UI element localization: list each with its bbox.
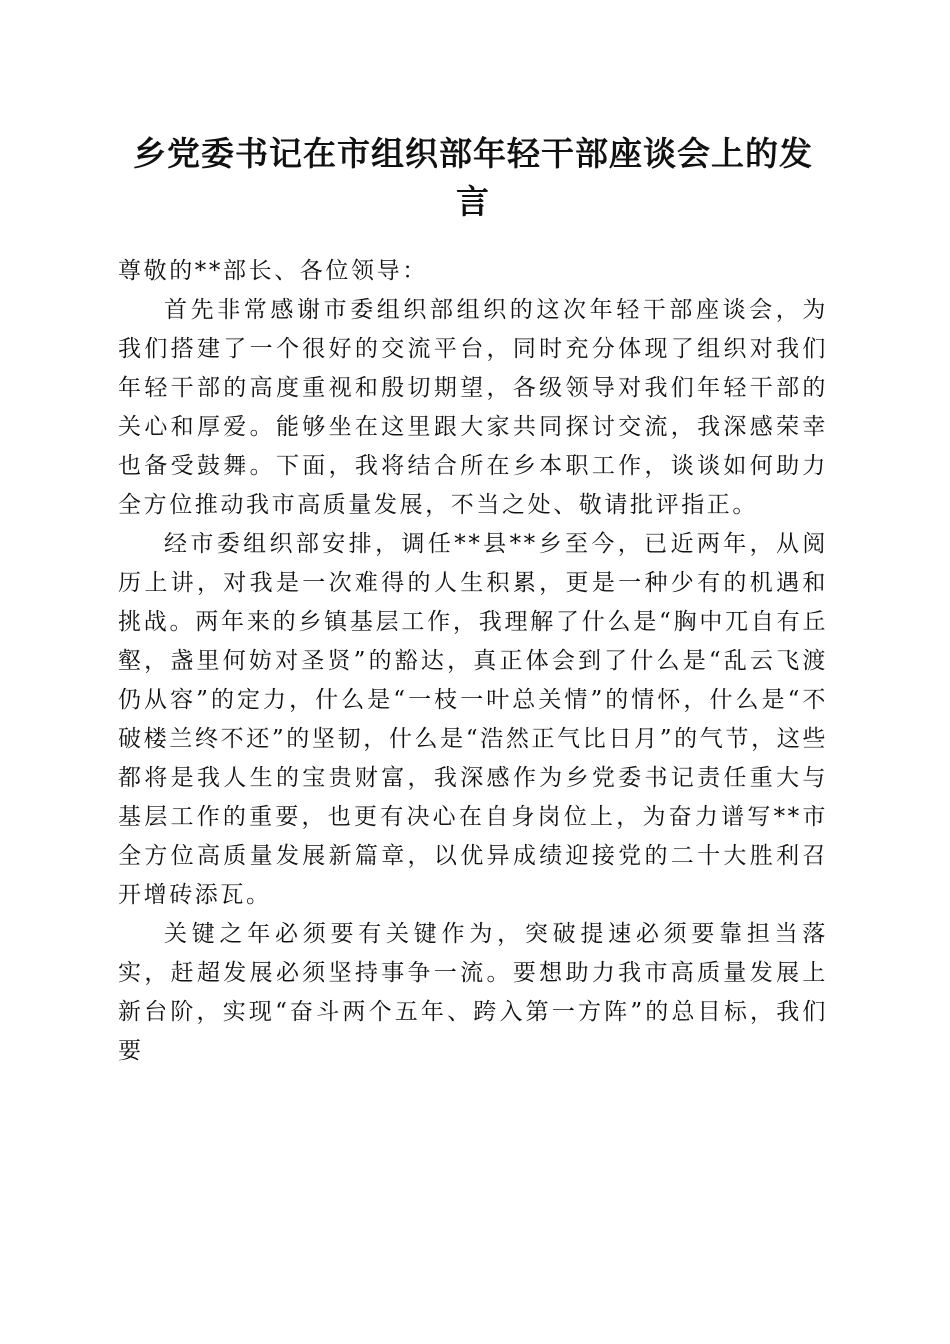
- document-body: [118, 252, 828, 1071]
- salutation: 尊敬的**部长、各位领导：: [118, 258, 428, 284]
- paragraph-2: 经市委组织部安排，调任**县**乡至今，已近两年，从阅历上讲，对我是一次难得的人生积累，更是一种少有的机遇和挑战。两年来的乡镇基层工作，我理解了什么是“胸中兀自有丘壑，盏里何妨对圣贤”的豁达，真正体会到了什么是“乱云飞渡仍从容”的定力，什么是“一枝一叶总关情”的情怀，什么是“不破楼兰终不还”的坚韧，什么是“浩然正气比日月”的气节，这些都将是我人生的宝贵财富，我深感作为乡党委书记责任重大与基层工作的重要，也更有决心在自身岗位上，为奋力谱写**市全方位高质量发展新篇章，以优异成绩迎接党的二十大胜利召开增砖添瓦。: [118, 531, 828, 908]
- paragraph-1: 首先非常感谢市委组织部组织的这次年轻干部座谈会，为我们搭建了一个很好的交流平台，同时充分体现了组织对我们年轻干部的高度重视和殷切期望，各级领导对我们年轻干部的关心和厚爱。能够坐在这里跟大家共同探讨交流，我深感荣幸也备受鼓舞。下面，我将结合所在乡本职工作，谈谈如何助力全方位推动我市高质量发展，不当之处、敬请批评指正。: [118, 297, 828, 518]
- paragraph-3: 关键之年必须要有关键作为，突破提速必须要靠担当落实，赶超发展必须坚持事争一流。要想助力我市高质量发展上新台阶，实现“奋斗两个五年、跨入第一方阵”的总目标，我们要: [118, 921, 828, 1064]
- document-title: 乡党委书记在市组织部年轻干部座谈会上的发言: [133, 134, 813, 221]
